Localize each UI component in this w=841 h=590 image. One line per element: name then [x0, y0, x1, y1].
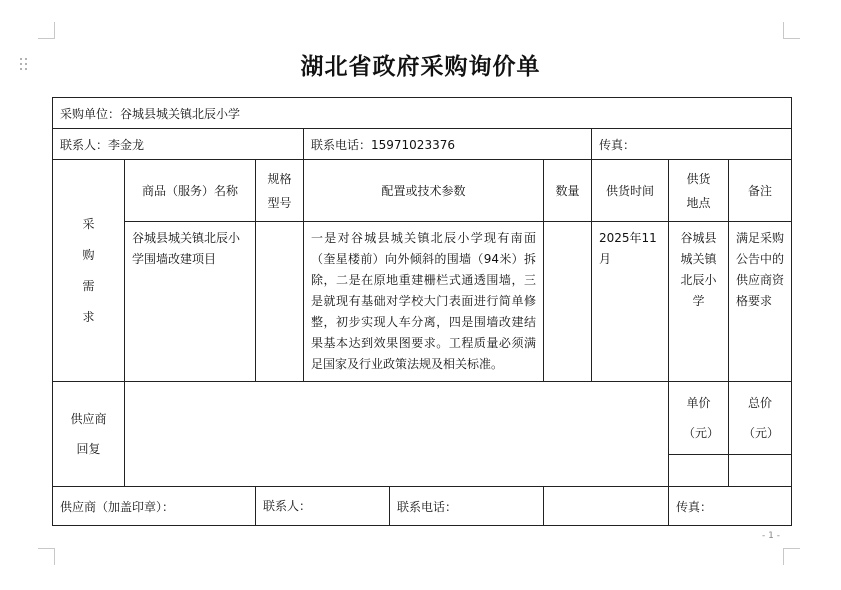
- page-title: 湖北省政府采购询价单: [300, 53, 541, 80]
- header-quantity: 数量: [544, 160, 592, 222]
- header-delivery-time: 供货时间: [592, 160, 669, 222]
- header-spec: 规格型号: [256, 160, 304, 222]
- remarks-cell[interactable]: 满足采购公告中的供应商资格要求: [729, 222, 792, 382]
- footer-split-cell: [256, 487, 544, 526]
- supplier-seal-field[interactable]: 供应商（加盖印章）：: [53, 487, 256, 526]
- supplier-phone-field[interactable]: 联系电话：: [397, 499, 458, 514]
- margin-corner-bottom-left: [38, 548, 55, 565]
- config-cell[interactable]: 一是对谷城县城关镇北辰小学现有南面（奎星楼前）向外倾斜的围墙（94米）拆除，二是在原地重建栅栏式通透围墙，三是就现有基础对学校大门表面进行简单修整，初步实现人车分离，四是围墙改建结果基本达到效果图要求。工程质量必须满足国家及行业政策法规及相关标准。: [304, 222, 544, 382]
- total-price-input[interactable]: [729, 455, 792, 487]
- fax-field[interactable]: 传真：: [592, 129, 792, 160]
- supplier-fax-field[interactable]: 传真：: [669, 487, 792, 526]
- delivery-time-cell[interactable]: 2025年11月: [592, 222, 669, 382]
- unit-price-input[interactable]: [669, 455, 729, 487]
- spec-cell[interactable]: [256, 222, 304, 382]
- inquiry-form-table: [52, 97, 792, 526]
- footer-blank: [544, 487, 669, 526]
- supplier-contact-field[interactable]: 联系人：: [256, 487, 390, 525]
- quantity-cell[interactable]: [544, 222, 592, 382]
- supplier-reply-area[interactable]: [125, 382, 669, 487]
- purchaser-field[interactable]: 采购单位：谷城县城关镇北辰小学: [53, 98, 792, 129]
- margin-corner-top-right: [783, 22, 800, 39]
- header-config: 配置或技术参数: [304, 160, 544, 222]
- header-delivery-place: 供货地点: [669, 160, 729, 222]
- margin-corner-bottom-right: [783, 548, 800, 565]
- margin-corner-top-left: [38, 22, 55, 39]
- contact-field[interactable]: 联系人：李金龙: [53, 129, 304, 160]
- total-price-label: 总价（元）: [729, 382, 792, 455]
- item-name-cell[interactable]: 谷城县城关镇北辰小学围墙改建项目: [125, 222, 256, 382]
- unit-price-label: 单价（元）: [669, 382, 729, 455]
- supplier-reply-label: 供应商回复: [53, 382, 125, 487]
- delivery-place-cell[interactable]: 谷城县城关镇北辰小学: [669, 222, 729, 382]
- header-remarks: 备注: [729, 160, 792, 222]
- page-number: - 1 -: [762, 531, 780, 541]
- header-item-name: 商品（服务）名称: [125, 160, 256, 222]
- procurement-needs-label: 采 购 需 求: [53, 160, 125, 382]
- phone-field[interactable]: 联系电话：15971023376: [304, 129, 592, 160]
